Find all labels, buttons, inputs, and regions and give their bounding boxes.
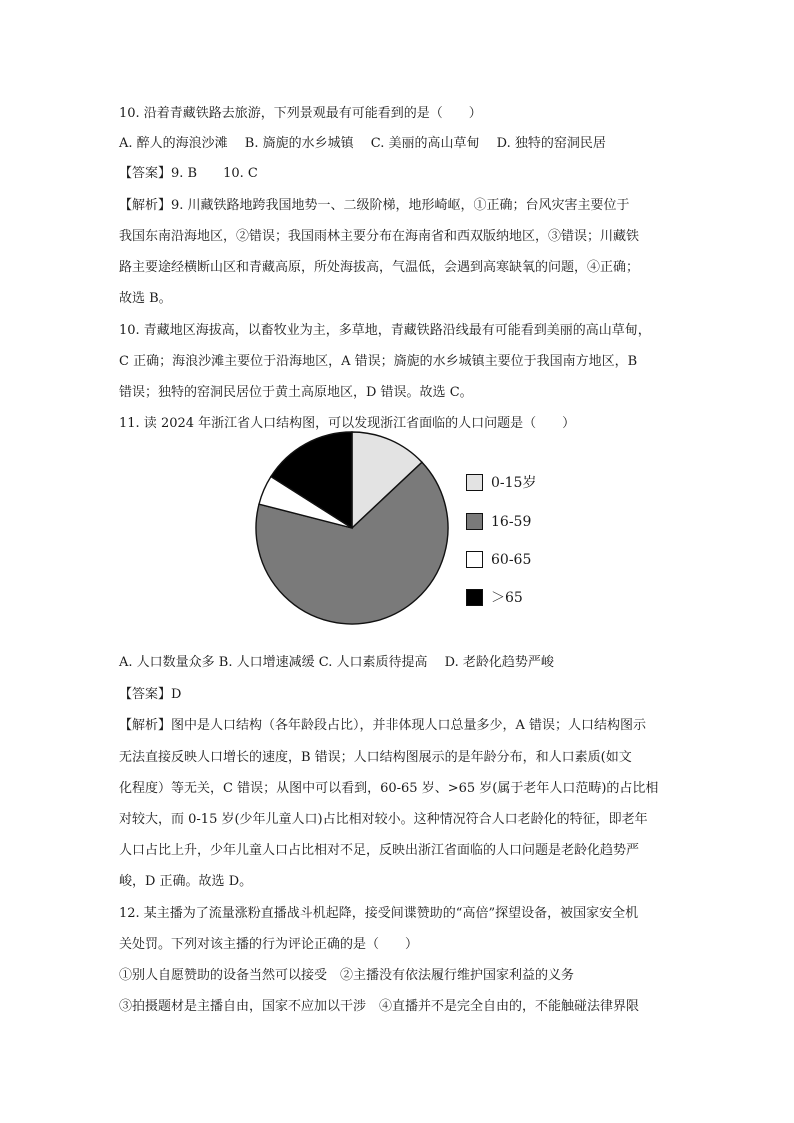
text-line-5: 路主要途经横断山区和青藏高原，所处海拔高，气温低，会遇到高寒缺氧的问题，④正确； bbox=[119, 260, 640, 275]
text-line-7: 10. 青藏地区海拔高，以畜牧业为主，多草地，青藏铁路沿线最有可能看到美丽的高山草甸， bbox=[119, 323, 651, 338]
legend-swatch-2 bbox=[466, 551, 483, 568]
text-line-18: 峻，D 正确。故选 D。 bbox=[119, 874, 253, 889]
text-line-2: 【答案】9. B 10. C bbox=[119, 166, 258, 181]
text-line-16: 对较大，而 0-15 岁(少年儿童人口)占比相对较小。这种情况符合人口老龄化的特征，即老年 bbox=[119, 812, 648, 827]
text-line-3: 【解析】9. 川藏铁路地跨我国地势一、二级阶梯，地形崎岖，①正确；台风灾害主要位于 bbox=[119, 198, 630, 213]
chart-legend bbox=[466, 472, 586, 612]
text-line-1: A. 醉人的海浪沙滩 B. 旖旎的水乡城镇 C. 美丽的高山草甸 D. 独特的窑洞民居 bbox=[119, 136, 606, 151]
population-pie-chart bbox=[252, 415, 452, 641]
text-line-17: 人口占比上升，少年儿童人口占比相对不足，反映出浙江省面临的人口问题是老龄化趋势严 bbox=[119, 843, 640, 858]
pie-svg bbox=[252, 415, 452, 641]
text-line-9: 错误；独特的窑洞民居位于黄土高原地区，D 错误。故选 C。 bbox=[119, 385, 473, 400]
text-line-20: 关处罚。下列对该主播的行为评论正确的是（ ） bbox=[119, 937, 419, 952]
text-line-11: A. 人口数量众多 B. 人口增速减缓 C. 人口素质待提高 D. 老龄化趋势严峻 bbox=[119, 655, 554, 670]
text-line-15: 化程度）等无关，C 错误；从图中可以看到，60-65 岁、>65 岁(属于老年人口范畴)的占比相 bbox=[119, 781, 659, 796]
legend-item-3 bbox=[466, 587, 586, 609]
text-line-22: ③拍摄题材是主播自由，国家不应加以干涉 ④直播并不是完全自由的，不能触碰法律界限 bbox=[119, 999, 640, 1014]
text-line-6: 故选 B。 bbox=[119, 291, 172, 306]
text-line-19: 12. 某主播为了流量涨粉直播战斗机起降，接受间谍赞助的“高倍”探望设备，被国家安全机 bbox=[119, 906, 639, 921]
legend-item-0 bbox=[466, 472, 586, 494]
text-line-10: 11. 读 2024 年浙江省人口结构图，可以发现浙江省面临的人口问题是（ ） bbox=[119, 416, 576, 431]
text-line-14: 无法直接反映人口增长的速度，B 错误；人口结构图展示的是年龄分布，和人口素质(如文 bbox=[119, 750, 632, 765]
legend-label-3: ＞65 bbox=[491, 590, 523, 606]
text-line-21: ①别人自愿赞助的设备当然可以接受 ②主播没有依法履行维护国家利益的义务 bbox=[119, 968, 575, 983]
legend-swatch-0 bbox=[466, 474, 483, 491]
legend-swatch-1 bbox=[466, 513, 483, 530]
text-line-8: C 正确；海浪沙滩主要位于沿海地区，A 错误；旖旎的水乡城镇主要位于我国南方地区，B bbox=[119, 354, 638, 369]
legend-label-1: 16-59 bbox=[491, 514, 532, 530]
legend-label-0: 0-15岁 bbox=[491, 475, 537, 491]
text-line-4: 我国东南沿海地区，②错误；我国雨林主要分布在海南省和西双版纳地区，③错误；川藏铁 bbox=[119, 229, 640, 244]
text-line-13: 【解析】图中是人口结构（各年龄段占比），并非体现人口总量多少，A 错误；人口结构图示 bbox=[119, 718, 647, 733]
text-line-12: 【答案】D bbox=[119, 687, 182, 702]
legend-swatch-3 bbox=[466, 589, 483, 606]
legend-label-2: 60-65 bbox=[491, 552, 532, 568]
legend-item-2 bbox=[466, 549, 586, 571]
text-line-0: 10. 沿着青藏铁路去旅游，下列景观最有可能看到的是（ ） bbox=[119, 106, 482, 121]
legend-item-1 bbox=[466, 511, 586, 533]
